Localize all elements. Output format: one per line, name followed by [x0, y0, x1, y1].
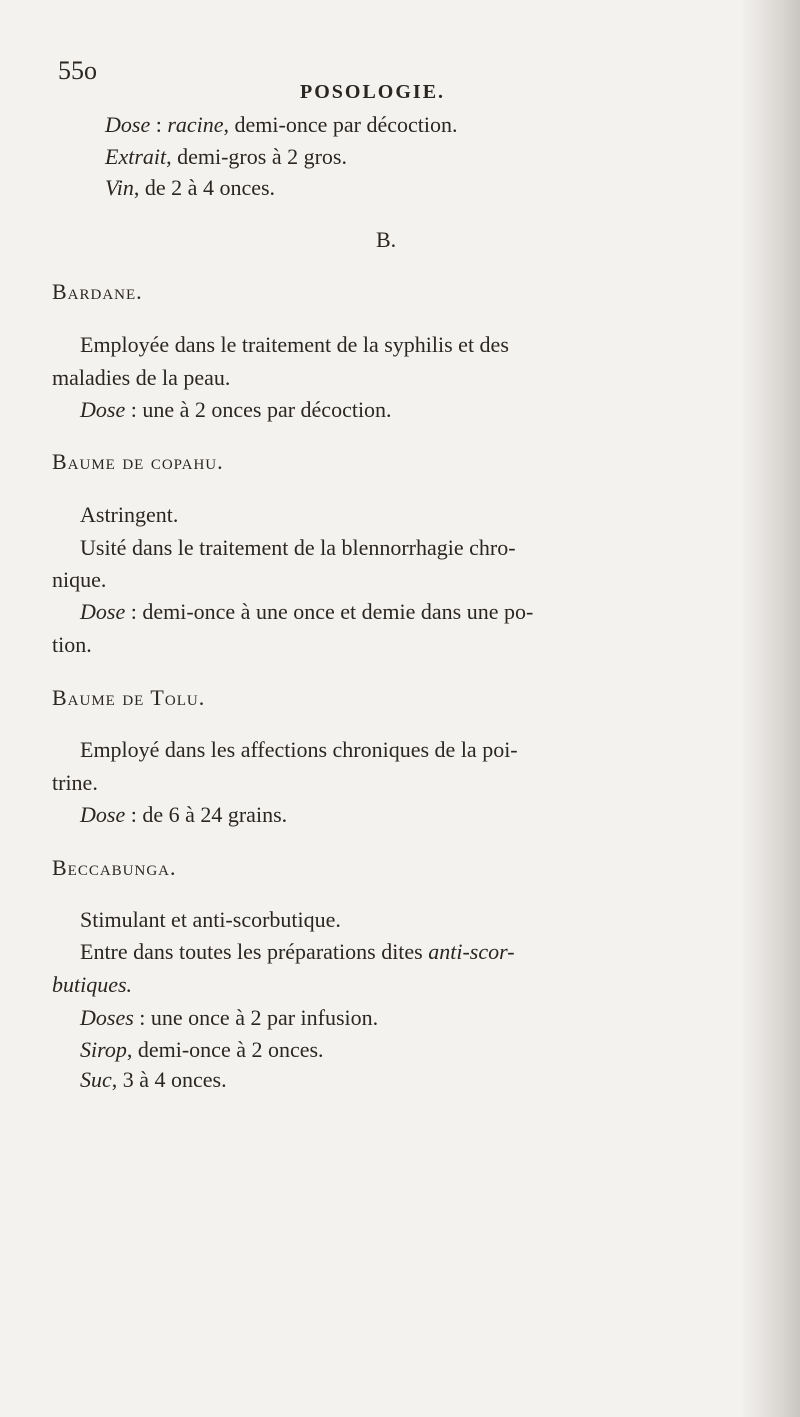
entry-title: Bardane.	[52, 279, 143, 304]
page-number: 55o	[58, 56, 97, 85]
entry-line: Employé dans les affections chroniques de la poi-	[80, 737, 518, 762]
dose-line	[80, 399, 392, 421]
text: , 3 à 4 onces.	[111, 1067, 227, 1092]
text: , demi-once par décoction.	[223, 112, 458, 137]
text: Entre dans toutes les préparations dites	[80, 939, 429, 964]
text: : demi-once à une once et demie dans une po-	[125, 599, 534, 624]
dose-line	[80, 1039, 324, 1061]
term: racine	[167, 112, 224, 137]
dose-line-cont: tion.	[52, 632, 92, 657]
section-letter: B.	[376, 227, 397, 252]
entry-line: Employée dans le traitement de la syphilis et des	[80, 332, 509, 357]
page-edge-shadow	[740, 0, 800, 1417]
text: : une à 2 onces par décoction.	[125, 397, 392, 422]
intro-line	[105, 114, 458, 136]
entry-line: Usité dans le traitement de la blennorrhagie chro-	[80, 535, 516, 560]
text: , demi-once à 2 onces.	[126, 1037, 324, 1062]
dose-line	[80, 1007, 378, 1029]
dose-line	[80, 1069, 227, 1091]
term: Vin	[105, 175, 134, 200]
dose-line	[80, 804, 287, 826]
intro-line	[105, 177, 275, 199]
entry-line	[80, 941, 515, 963]
term: Suc	[80, 1067, 112, 1092]
entry-title: Beccabunga.	[52, 855, 177, 880]
term: Dose	[80, 599, 126, 624]
term: Dose	[105, 112, 151, 137]
entry-title: Baume de copahu.	[52, 449, 224, 474]
intro-line	[105, 146, 347, 168]
entry-line: Stimulant et anti-scorbutique.	[80, 907, 341, 932]
term: Dose	[80, 397, 126, 422]
text: , de 2 à 4 onces.	[133, 175, 276, 200]
term: Extrait	[105, 144, 167, 169]
term: Doses	[80, 1005, 134, 1030]
text: :	[150, 112, 168, 137]
entry-line: maladies de la peau.	[52, 365, 231, 390]
dose-line	[80, 601, 533, 623]
text: : de 6 à 24 grains.	[125, 802, 288, 827]
entry-line: nique.	[52, 567, 107, 592]
entry-line: butiques.	[52, 972, 133, 997]
term: Dose	[80, 802, 126, 827]
entry-title: Baume de Tolu.	[52, 685, 206, 710]
text: , demi-gros à 2 gros.	[166, 144, 347, 169]
running-head: POSOLOGIE.	[300, 81, 446, 103]
entry-line: trine.	[52, 770, 98, 795]
entry-line: Astringent.	[80, 502, 179, 527]
term: Sirop	[80, 1037, 127, 1062]
term: anti-scor-	[428, 939, 515, 964]
text: : une once à 2 par infusion.	[133, 1005, 379, 1030]
